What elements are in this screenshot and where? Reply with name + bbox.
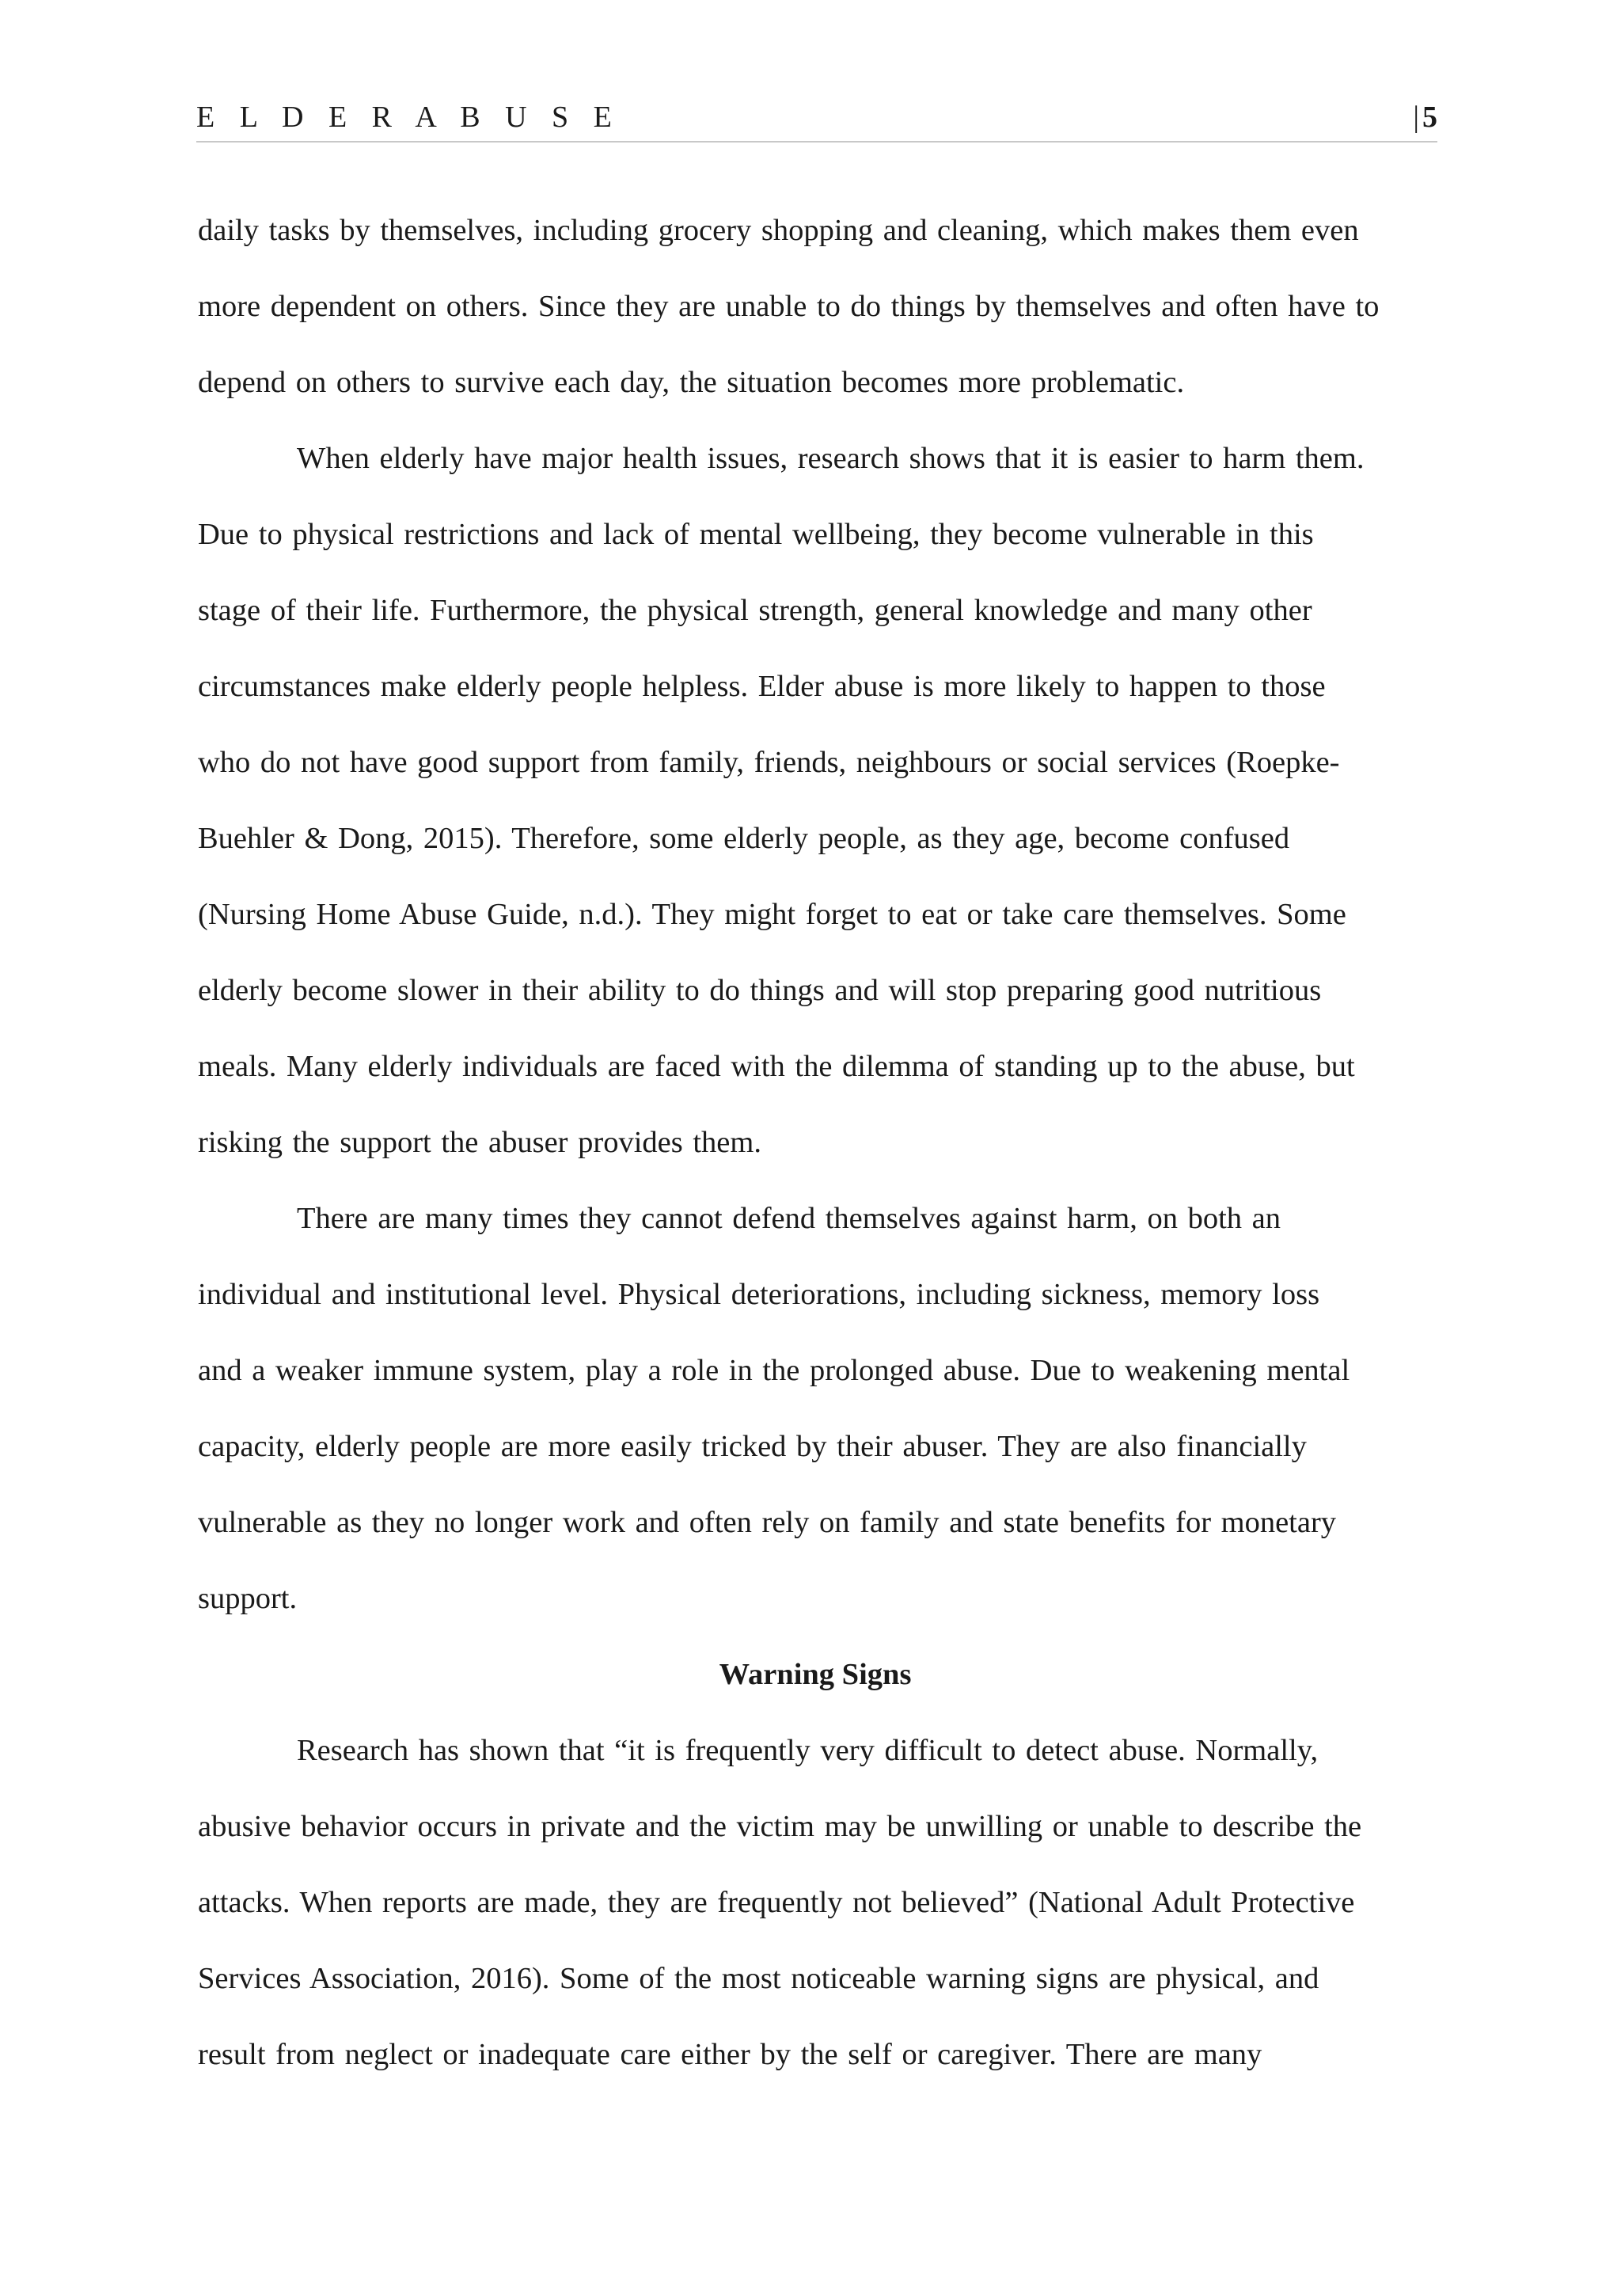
section-heading: Warning Signs	[719, 1658, 912, 1691]
text-line: daily tasks by themselves, including grocery shopping and cleaning, which makes them even	[198, 214, 1359, 247]
text-line: depend on others to survive each day, the situation becomes more problematic.	[198, 366, 1185, 399]
text-line: more dependent on others. Since they are unable to do things by themselves and often have to	[198, 290, 1380, 323]
text-line: capacity, elderly people are more easily tricked by their abuser. They are also financially	[198, 1430, 1307, 1463]
page-number-separator: |	[1413, 101, 1419, 134]
text-line: Services Association, 2016). Some of the most noticeable warning signs are physical, and	[198, 1962, 1319, 1995]
text-line: abusive behavior occurs in private and the victim may be unwilling or unable to describe the	[198, 1810, 1362, 1843]
text-line: result from neglect or inadequate care either by the self or caregiver. There are many	[198, 2038, 1262, 2071]
body-text	[198, 192, 1433, 2093]
paragraph-first-line: Research has shown that “it is frequently very difficult to detect abuse. Normally,	[297, 1734, 1319, 1767]
text-line: Due to physical restrictions and lack of mental wellbeing, they become vulnerable in this	[198, 518, 1314, 551]
page-number	[1413, 100, 1437, 135]
running-head	[196, 93, 1437, 143]
text-line: attacks. When reports are made, they are frequently not believed” (National Adult Protective	[198, 1886, 1355, 1919]
text-line: vulnerable as they no longer work and often rely on family and state benefits for monetary	[198, 1506, 1337, 1539]
text-line: meals. Many elderly individuals are faced with the dilemma of standing up to the abuse, but	[198, 1050, 1355, 1083]
text-line: Buehler & Dong, 2015). Therefore, some elderly people, as they age, become confused	[198, 822, 1290, 855]
paragraph-first-line: There are many times they cannot defend themselves against harm, on both an	[297, 1202, 1281, 1235]
text-line: risking the support the abuser provides them.	[198, 1126, 761, 1159]
page-number-value: 5	[1422, 101, 1437, 134]
text-line: and a weaker immune system, play a role in the prolonged abuse. Due to weakening mental	[198, 1354, 1350, 1387]
text-line: (Nursing Home Abuse Guide, n.d.). They might forget to eat or take care themselves. Some	[198, 898, 1346, 931]
text-line: stage of their life. Furthermore, the physical strength, general knowledge and many other	[198, 594, 1312, 627]
text-line: who do not have good support from family, friends, neighbours or social services (Roepke-	[198, 746, 1340, 779]
text-line: support.	[198, 1582, 298, 1615]
running-title: E L D E R A B U S E	[196, 101, 621, 134]
text-line: individual and institutional level. Physical deteriorations, including sickness, memory loss	[198, 1278, 1320, 1311]
text-line: circumstances make elderly people helpless. Elder abuse is more likely to happen to those	[198, 670, 1326, 703]
paragraph-first-line: When elderly have major health issues, research shows that it is easier to harm them.	[297, 442, 1365, 475]
text-line: elderly become slower in their ability to do things and will stop preparing good nutritious	[198, 974, 1322, 1007]
